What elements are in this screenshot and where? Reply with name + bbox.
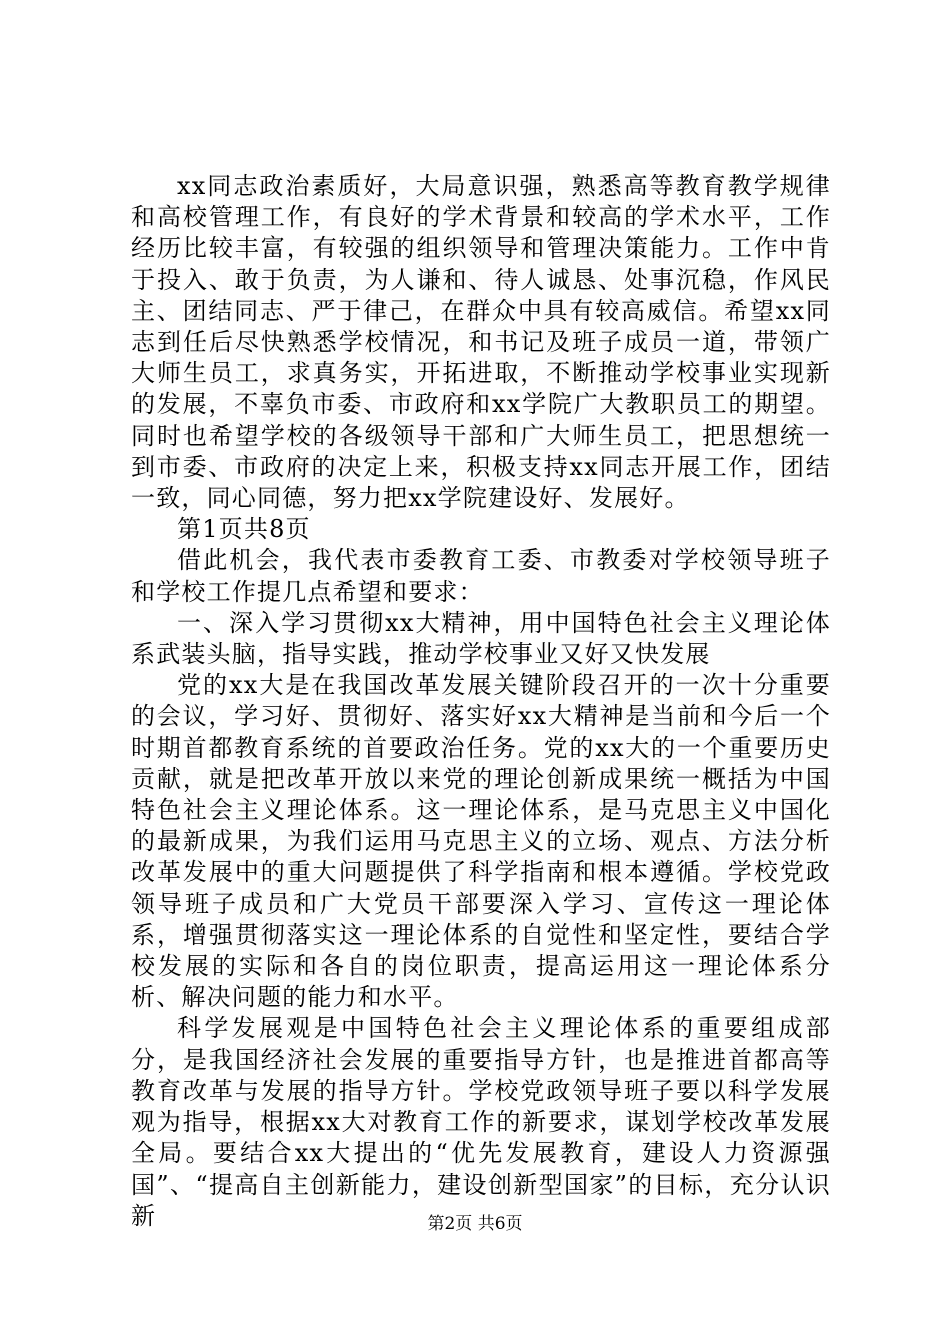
paragraph-congress-spirit: 党的xx大是在我国改革发展关键阶段召开的一次十分重要的会议，学习好、贯彻好、落实好xx大精神是当前和今后一个时期首都教育系统的首要政治任务。党的xx大的一个重要历史贡献，就是把改革开放以来党的理论创新成果统一概括为中国特色社会主义理论体系。这一理论体系，是马克思主义中国化的最新成果，为我们运用马克思主义的立场、观点、方法分析改革发展中的重大问题提供了科学指南和根本遵循。学校党政领导班子成员和广大党员干部要深入学习、宣传这一理论体系，增强贯彻落实这一理论体系的自觉性和坚定性，要结合学校发展的实际和各自的岗位职责，提高运用这一理论体系分析、解决问题的能力和水平。: [131, 671, 831, 1012]
paragraph-appointment-assessment: xx同志政治素质好，大局意识强，熟悉高等教育教学规律和高校管理工作，有良好的学术背景和较高的学术水平，工作经历比较丰富，有较强的组织领导和管理决策能力。工作中肯于投入、敢于负责，为人谦和、待人诚恳、处事沉稳，作风民主、团结同志、严于律己，在群众中具有较高威信。希望xx同志到任后尽快熟悉学校情况，和书记及班子成员一道，带领广大师生员工，求真务实，开拓进取，不断推动学校事业实现新的发展，不辜负市委、市政府和xx学院广大教职员工的期望。同时也希望学校的各级领导干部和广大师生员工，把思想统一到市委、市政府的决定上来，积极支持xx同志开展工作，团结一致，同心同德，努力把xx学院建设好、发展好。: [131, 172, 831, 513]
paragraph-scientific-development: 科学发展观是中国特色社会主义理论体系的重要组成部分，是我国经济社会发展的重要指导方针，也是推进首都高等教育改革与发展的指导方针。学校党政领导班子要以科学发展观为指导，根据xx大对教育工作的新要求，谋划学校改革发展全局。要结合xx大提出的“优先发展教育，建设人力资源强国”、“提高自主创新能力，建设创新型国家”的目标，充分认识新: [131, 1014, 831, 1230]
body-text: [131, 171, 831, 1232]
section-heading-one: 一、深入学习贯彻xx大精神，用中国特色社会主义理论体系武装头脑，指导实践，推动学校事业又好又快发展: [131, 608, 831, 669]
page-marker: 第1页共8页: [177, 515, 311, 544]
paragraph-requirements-intro: 借此机会，我代表市委教育工委、市教委对学校领导班子和学校工作提几点希望和要求：: [131, 546, 831, 606]
page-footer: 第2页 共6页: [427, 1214, 523, 1234]
